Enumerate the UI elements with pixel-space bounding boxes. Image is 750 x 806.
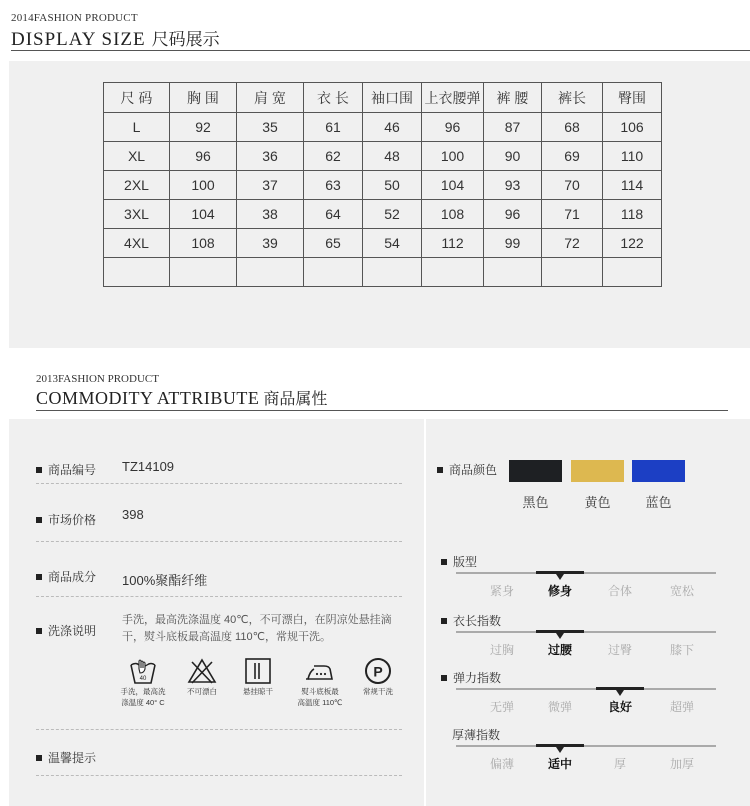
scale-track xyxy=(456,745,716,747)
color-name-yellow: 黄色 xyxy=(584,495,611,510)
size-table-header-cell: 裤 腰 xyxy=(484,83,542,113)
commodity-header xyxy=(0,348,750,416)
scale-option: 偏薄 xyxy=(489,757,514,771)
scale-option: 修身 xyxy=(547,584,572,598)
size-table-cell: 71 xyxy=(542,200,603,229)
scale-option: 膝下 xyxy=(669,643,694,657)
size-table-cell: 99 xyxy=(484,229,542,258)
size-table-header-cell: 裤长 xyxy=(542,83,603,113)
size-table-cell: 38 xyxy=(237,200,304,229)
size-table-cell: 100 xyxy=(422,142,484,171)
hand-wash-icon xyxy=(128,657,158,685)
scale-option: 加厚 xyxy=(669,757,694,771)
wash-value: 手洗，最高洗涤温度 40℃，不可漂白，在阴凉处悬挂滴干，熨斗底板最高温度 110℃，常规干洗。 xyxy=(122,614,392,643)
scale-option: 宽松 xyxy=(669,584,694,598)
scale-option: 紧身 xyxy=(489,584,514,598)
dashed-divider xyxy=(36,596,402,597)
color-swatch-black xyxy=(509,460,562,482)
scale-pointer-icon xyxy=(556,747,564,753)
color-name-black: 黑色 xyxy=(522,495,549,510)
size-table-cell: 70 xyxy=(542,171,603,200)
size-table-cell: L xyxy=(104,113,170,142)
price-label: 市场价格 xyxy=(36,511,96,528)
size-table-cell: 48 xyxy=(363,142,422,171)
no-bleach-icon xyxy=(187,657,217,685)
scale-option: 无弹 xyxy=(489,700,514,714)
column-divider xyxy=(424,419,426,806)
code-label: 商品编号 xyxy=(36,461,96,478)
size-table-cell: 3XL xyxy=(104,200,170,229)
size-table-cell xyxy=(363,258,422,287)
dashed-divider xyxy=(36,541,402,542)
size-table-header-cell: 臀围 xyxy=(603,83,662,113)
display-size-title xyxy=(11,25,220,51)
header-divider xyxy=(36,410,728,411)
hand-wash-temp: 40 xyxy=(139,676,147,682)
dashed-divider xyxy=(36,483,402,484)
size-table xyxy=(103,82,662,287)
dry-clean-icon xyxy=(363,657,393,685)
size-table-row xyxy=(104,113,662,142)
care-caption: 常规干洗 xyxy=(363,687,393,696)
color-swatch-blue xyxy=(632,460,685,482)
size-table-cell: 87 xyxy=(484,113,542,142)
size-table-row xyxy=(104,229,662,258)
size-table-cell: 114 xyxy=(603,171,662,200)
color-name-blue: 蓝色 xyxy=(645,495,672,510)
care-caption: 不可漂白 xyxy=(187,687,217,696)
care-dry-clean xyxy=(355,657,401,696)
dry-clean-letter: P xyxy=(373,663,383,680)
size-table-cell xyxy=(422,258,484,287)
size-table-cell: 96 xyxy=(170,142,237,171)
size-table-row xyxy=(104,258,662,287)
scale-track xyxy=(456,631,716,633)
size-table-header-cell: 肩 宽 xyxy=(237,83,304,113)
size-table-cell: 92 xyxy=(170,113,237,142)
scale-option: 适中 xyxy=(547,757,572,771)
care-drip-dry xyxy=(234,657,282,696)
size-table-cell xyxy=(484,258,542,287)
care-no-bleach xyxy=(178,657,226,696)
commodity-title-en: COMMODITY ATTRIBUTE xyxy=(36,388,260,408)
size-table-cell: 96 xyxy=(484,200,542,229)
size-table-cell: 65 xyxy=(304,229,363,258)
care-caption: 高温度 110℃ xyxy=(297,698,343,707)
size-table-cell: 69 xyxy=(542,142,603,171)
size-table-cell: 110 xyxy=(603,142,662,171)
size-table-cell: 39 xyxy=(237,229,304,258)
care-caption: 熨斗底板最 xyxy=(301,687,339,696)
tips-label: 温馨提示 xyxy=(36,749,96,766)
wash-label: 洗涤说明 xyxy=(36,622,96,639)
scale-option: 微弹 xyxy=(547,700,572,714)
scale-option: 过腰 xyxy=(547,643,572,657)
size-table-cell xyxy=(170,258,237,287)
size-table-cell: 106 xyxy=(603,113,662,142)
size-table-cell: 50 xyxy=(363,171,422,200)
color-label: 商品颜色 xyxy=(437,461,497,478)
size-table-cell: 61 xyxy=(304,113,363,142)
scale-option: 厚 xyxy=(613,757,626,771)
scale-track xyxy=(456,572,716,574)
size-table-header-cell: 尺 码 xyxy=(104,83,170,113)
code-value: TZ14109 xyxy=(122,459,175,474)
scale-track xyxy=(456,688,716,690)
size-table-cell: 108 xyxy=(422,200,484,229)
size-table-cell: 54 xyxy=(363,229,422,258)
size-table-cell: 2XL xyxy=(104,171,170,200)
dashed-divider xyxy=(36,729,402,730)
size-table-cell: 37 xyxy=(237,171,304,200)
material-label: 商品成分 xyxy=(36,568,96,585)
color-swatch-yellow xyxy=(571,460,624,482)
size-table-cell: 64 xyxy=(304,200,363,229)
care-hand-wash xyxy=(114,657,172,707)
size-table-cell: 122 xyxy=(603,229,662,258)
display-size-title-cn: 尺码展示 xyxy=(151,30,220,50)
size-table-cell xyxy=(237,258,304,287)
size-table-cell: 72 xyxy=(542,229,603,258)
scale-label: 版型 xyxy=(441,553,477,570)
scale-option: 过臀 xyxy=(607,643,632,657)
scale-option: 过胸 xyxy=(489,643,514,657)
scale-label: 弹力指数 xyxy=(441,669,501,686)
size-table-cell: 118 xyxy=(603,200,662,229)
size-table-cell: 68 xyxy=(542,113,603,142)
size-table-cell: 104 xyxy=(170,200,237,229)
price-value: 398 xyxy=(122,507,144,522)
size-table-cell: 62 xyxy=(304,142,363,171)
size-table-row xyxy=(104,142,662,171)
size-table-cell xyxy=(603,258,662,287)
display-size-year-label: 2014FASHION PRODUCT xyxy=(11,12,138,24)
drip-dry-icon xyxy=(243,657,273,685)
size-table-row xyxy=(104,200,662,229)
care-caption: 手洗，最高洗 xyxy=(120,687,166,696)
size-table-cell: 104 xyxy=(422,171,484,200)
scale-pointer-icon xyxy=(556,574,564,580)
size-table-row xyxy=(104,171,662,200)
size-table-cell: 36 xyxy=(237,142,304,171)
size-table-cell: 52 xyxy=(363,200,422,229)
size-table-header-cell: 上衣腰弹 xyxy=(422,83,484,113)
scale-pointer-icon xyxy=(556,633,564,639)
size-table-cell: 63 xyxy=(304,171,363,200)
commodity-title xyxy=(36,386,327,409)
size-table-cell: 100 xyxy=(170,171,237,200)
size-table-header-cell: 胸 围 xyxy=(170,83,237,113)
care-iron xyxy=(292,657,348,707)
scale-label: 衣长指数 xyxy=(441,612,501,629)
display-size-title-en: DISPLAY SIZE xyxy=(11,29,146,50)
size-table-cell: 108 xyxy=(170,229,237,258)
commodity-year-label: 2013FASHION PRODUCT xyxy=(36,373,159,385)
size-table-cell xyxy=(304,258,363,287)
size-table-cell: 96 xyxy=(422,113,484,142)
scale-label: 厚薄指数 xyxy=(452,728,501,742)
size-table-cell xyxy=(104,258,170,287)
size-table-cell: 112 xyxy=(422,229,484,258)
scale-option: 合体 xyxy=(607,584,632,598)
size-table-cell xyxy=(542,258,603,287)
size-table-cell: 4XL xyxy=(104,229,170,258)
scale-option: 超弹 xyxy=(669,700,694,714)
size-table-cell: 93 xyxy=(484,171,542,200)
commodity-title-cn: 商品属性 xyxy=(263,389,328,408)
size-table-header-cell: 衣 长 xyxy=(304,83,363,113)
care-caption: 涤温度 40° C xyxy=(121,698,165,707)
dashed-divider xyxy=(36,775,402,776)
size-table-cell: XL xyxy=(104,142,170,171)
scale-pointer-icon xyxy=(616,690,624,696)
material-value: 100%聚酯纤维 xyxy=(122,573,208,588)
display-size-header xyxy=(0,0,750,56)
iron-icon xyxy=(304,657,336,685)
care-caption: 悬挂晾干 xyxy=(243,687,273,696)
size-table-header-row xyxy=(104,83,662,113)
size-table-cell: 90 xyxy=(484,142,542,171)
scale-option: 良好 xyxy=(607,700,632,714)
size-table-header-cell: 袖口围 xyxy=(363,83,422,113)
header-divider xyxy=(11,50,750,51)
size-table-cell: 35 xyxy=(237,113,304,142)
size-table-cell: 46 xyxy=(363,113,422,142)
